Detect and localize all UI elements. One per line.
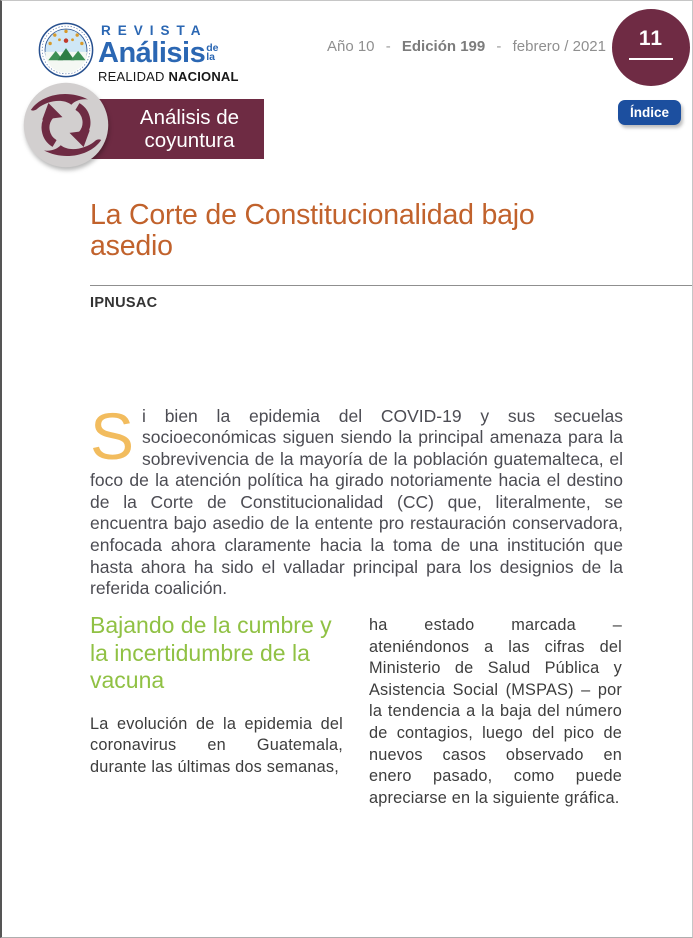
brand-revista: REVISTA: [101, 23, 208, 38]
brand-la: la: [206, 50, 215, 63]
brand-analisis: Análisis: [98, 37, 206, 69]
section-banner-line2: coyuntura: [144, 129, 235, 152]
page-number-badge: [612, 9, 690, 86]
column-right: [369, 612, 622, 809]
column-right-text: ha estado marcada –ateniéndonos a las cifras del Ministerio de Salud Pública y Asistencia Social (MSPAS) – por la tendencia a la baja del número de contagios, luego del pico de nuevos casos observado en enero pasado, como puede apreciarse en la siguiente gráfica.: [369, 616, 622, 807]
brand-wordmark: [98, 23, 239, 84]
issue-edition: Edición 199: [401, 38, 486, 55]
lead-paragraph: [90, 398, 623, 600]
dropcap-letter: S: [90, 398, 135, 473]
article-author: IPNUSAC: [90, 295, 158, 311]
issue-line: [327, 38, 606, 55]
column-left: [90, 612, 343, 809]
section-subheading: Bajando de la cumbre y la incertidumbre de la vacuna: [90, 612, 332, 693]
page-number-underline: [629, 58, 673, 60]
article-title: La Corte de Constitucionalidad bajo asedio: [90, 199, 535, 262]
brand-realidad: REALIDAD: [98, 69, 165, 84]
column-left-text: La evolución de la epidemia del coronavirus en Guatemala, durante las últimas dos semanas,: [90, 714, 343, 776]
brand-de: de: [206, 42, 219, 54]
hands-cycle-icon: [22, 81, 110, 169]
title-divider: [90, 285, 693, 286]
section-banner-line1: Análisis de: [139, 106, 240, 129]
brand-nacional: NACIONAL: [168, 69, 239, 84]
page-number: 11: [638, 27, 664, 50]
issue-date: febrero / 2021: [512, 38, 606, 55]
indice-button[interactable]: Índice: [618, 100, 681, 125]
university-seal-icon: [38, 21, 94, 79]
issue-separator: -: [496, 38, 502, 55]
issue-separator: -: [385, 38, 391, 55]
issue-year: Año 10: [326, 38, 375, 55]
two-column-section: [90, 612, 623, 809]
lead-text: i bien la epidemia del COVID-19 y sus secuelas socioeconómicas siguen siendo la principal amenaza para la sobrevivencia de la mayoría de la población guatemalteca, el foco de la atención política ha girado notoriamente hacia el destino de la Corte de Constitucionalidad (CC) que, literalmente, se encuentra bajo asedio de la entente pro restauración conservadora, enfocada ahora claramente hacia la toma de una institución que hasta ahora ha sido el valladar principal para los designios de la referida coalición.: [90, 405, 623, 599]
